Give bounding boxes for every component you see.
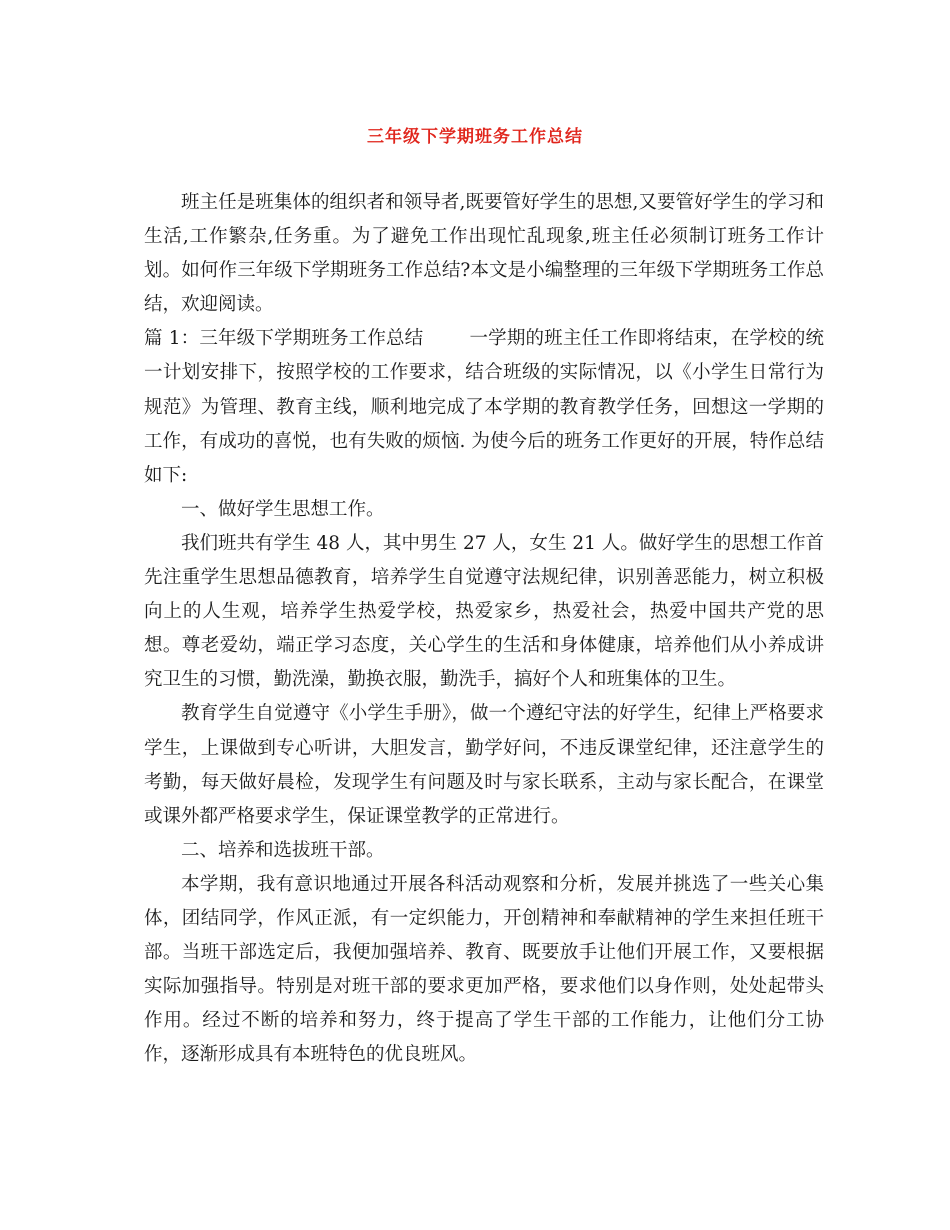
intro-paragraph: 班主任是班集体的组织者和领导者,既要管好学生的思想,又要管好学生的学习和生活,工作繁杂,任务重。为了避免工作出现忙乱现象,班主任必须制订班务工作计划。如何作三年级下学期班务工作总结?本文是小编整理的三年级下学期班务工作总结，欢迎阅读。 <box>144 192 824 316</box>
part-label: 篇 1：三年级下学期班务工作总结 <box>144 328 424 350</box>
section-heading-1: 一、做好学生思想工作。 <box>181 498 385 520</box>
part-paragraph <box>144 322 824 492</box>
section-heading-2: 二、培养和选拔班干部。 <box>181 839 385 861</box>
document-body <box>144 186 824 1072</box>
section1-paragraph-2: 教育学生自觉遵守《小学生手册》，做一个遵纪守法的好学生，纪律上严格要求学生，上课做到专心听讲，大胆发言，勤学好问，不违反课堂纪律，还注意学生的考勤，每天做好晨检，发现学生有问题及时与家长联系，主动与家长配合，在课堂或课外都严格要求学生，保证课堂教学的正常进行。 <box>144 703 824 827</box>
document-title: 三年级下学期班务工作总结 <box>367 127 583 147</box>
section1-paragraph-1: 我们班共有学生 48 人，其中男生 27 人，女生 21 人。做好学生的思想工作首先注重学生思想品德教育，培养学生自觉遵守法规纪律，识别善恶能力，树立积极向上的人生观，培养学生热爱学校，热爱家乡，热爱社会，热爱中国共产党的思想。尊老爱幼，端正学习态度，关心学生的生活和身体健康，培养他们从小养成讲究卫生的习惯，勤洗澡，勤换衣服，勤洗手，搞好个人和班集体的卫生。 <box>144 532 824 691</box>
part-body: 一学期的班主任工作即将结束，在学校的统一计划安排下，按照学校的工作要求，结合班级的实际情况，以《小学生日常行为规范》为管理、教育主线，顺利地完成了本学期的教育教学任务，回想这一学期的工作，有成功的喜悦，也有失败的烦恼. 为使今后的班务工作更好的开展，特作总结如下: <box>144 328 824 486</box>
section2-paragraph-1: 本学期，我有意识地通过开展各科活动观察和分析，发展并挑选了一些关心集体，团结同学，作风正派，有一定织能力，开创精神和奉献精神的学生来担任班干部。当班干部选定后，我便加强培养、教育、既要放手让他们开展工作，又要根据实际加强指导。特别是对班干部的要求更加严格，要求他们以身作则，处处起带头作用。经过不断的培养和努力，终于提高了学生干部的工作能力，让他们分工协作，逐渐形成具有本班特色的优良班风。 <box>144 873 824 1066</box>
